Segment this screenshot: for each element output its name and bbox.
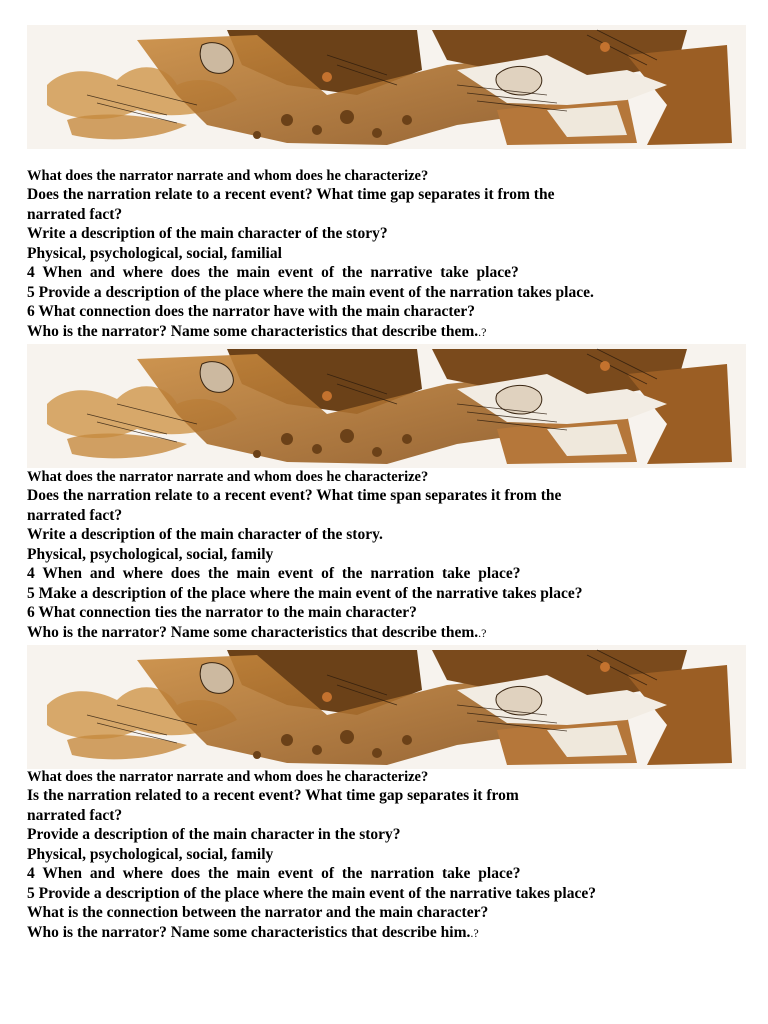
trailing-mark: .? [478,625,487,640]
question-line: 5 Provide a description of the place where the main event of the narration takes place. [27,283,594,301]
question-line: 5 Make a description of the place where the main event of the narrative takes place? [27,584,583,602]
illustration-banner [27,645,746,769]
question-line: 6 What connection does the narrator have with the main character? [27,303,476,320]
question-line: Is the narration related to a recent event? What time gap separates it from [27,787,519,804]
question-line: What does the narrator narrate and whom does he characterize? [27,469,429,485]
question-line: Does the narration relate to a recent event? What time gap separates it from the [27,186,555,203]
question-block [27,468,727,643]
question-line: Who is the narrator? Name some characteristics that describe them. [27,623,479,641]
question-line: 5 Provide a description of the place where the main event of the narrative takes place? [27,884,596,902]
question-line: 6 What connection ties the narrator to the main character? [27,604,417,621]
question-line: narrated fact? [27,205,123,223]
question-line: Who is the narrator? Name some characteristics that describe them. [27,322,479,340]
question-line: Who is the narrator? Name some characteristics that describe him. [27,923,471,941]
question-line-wrapper [27,923,727,944]
question-line: What does the narrator narrate and whom does he characterize? [27,168,429,184]
question-line: 4 When and where does the main event of the narrative take place? [27,264,519,281]
question-block [27,167,727,342]
question-line: Physical, psychological, social, family [27,845,274,863]
question-line: Physical, psychological, social, family [27,545,274,563]
question-line: What does the narrator narrate and whom does he characterize? [27,769,429,785]
question-line: Physical, psychological, social, familial [27,244,282,262]
question-line: 4 When and where does the main event of the narration take place? [27,565,521,582]
question-line: Write a description of the main character of the story. [27,526,383,543]
question-line: narrated fact? [27,506,123,524]
question-line-wrapper [27,322,727,343]
trailing-mark: .? [470,925,479,940]
illustration-banner [27,25,746,149]
question-line: Write a description of the main character of the story? [27,225,388,242]
question-line-wrapper [27,623,727,644]
trailing-mark: .? [478,324,487,339]
question-line: Provide a description of the main character in the story? [27,826,401,843]
question-line: What is the connection between the narrator and the main character? [27,904,489,921]
question-block [27,768,727,943]
illustration-banner [27,344,746,468]
question-line: Does the narration relate to a recent event? What time span separates it from the [27,487,562,504]
question-line: narrated fact? [27,806,123,824]
question-line: 4 When and where does the main event of the narration take place? [27,865,521,882]
